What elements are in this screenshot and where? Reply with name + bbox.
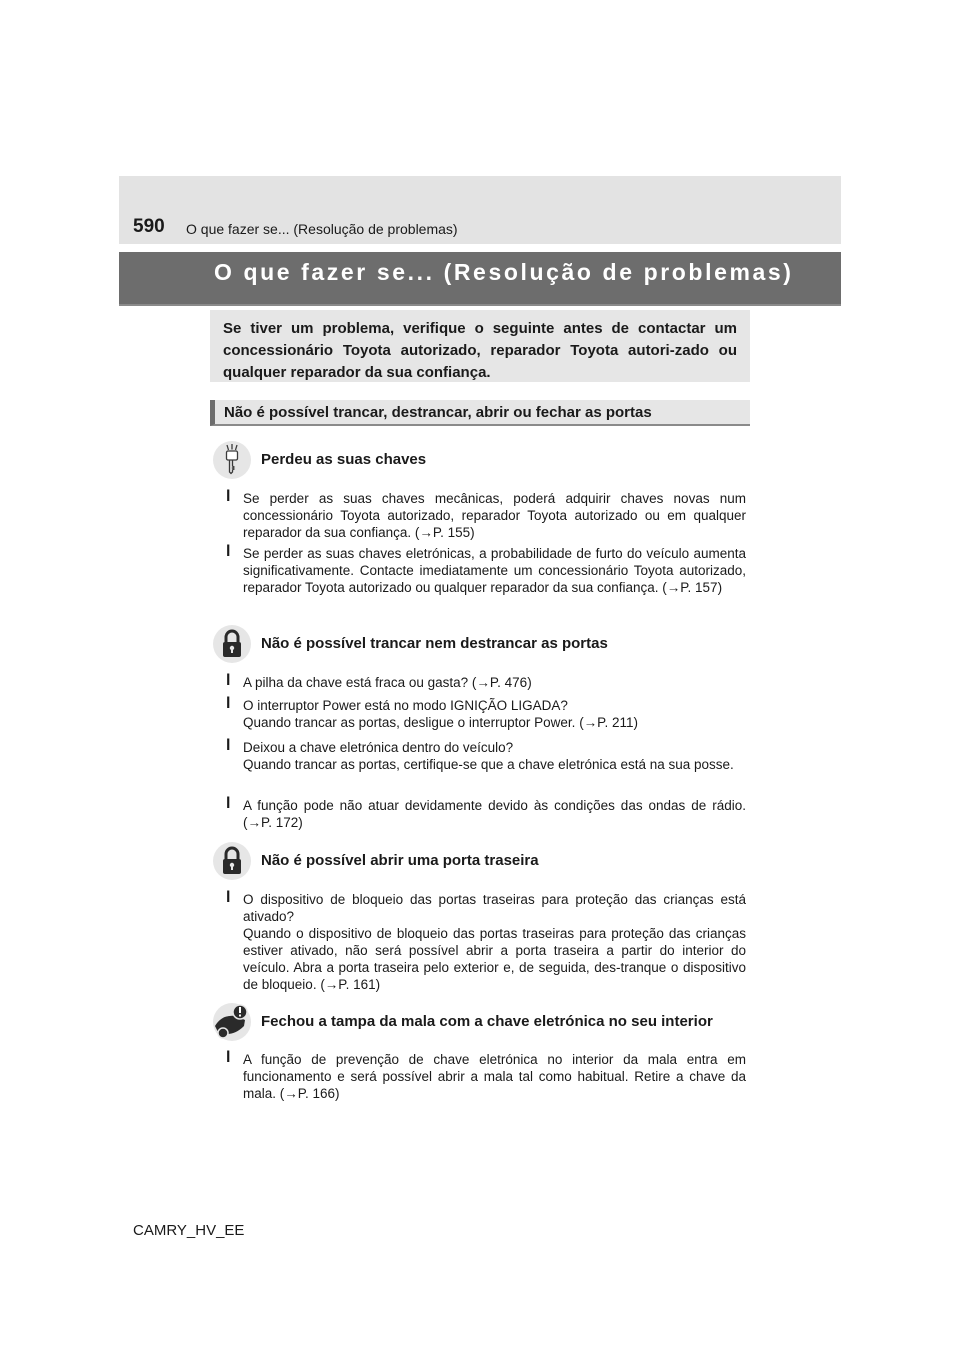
list-item: [226, 797, 746, 831]
bullet-text: Se perder as suas chaves mecânicas, poderá adquirir chaves novas num concessionário Toyota autorizado, reparador Toyota autorizado ou em qualquer reparador da sua confiança. (→P. 155): [243, 491, 746, 540]
list-item: [226, 1051, 746, 1102]
bullet-text: Deixou a chave eletrónica dentro do veículo?: [243, 740, 514, 755]
trunk-key-icon: [212, 1002, 252, 1042]
list-item: [226, 891, 746, 993]
bullet-mark: l: [226, 889, 231, 906]
bullet-mark: l: [226, 1049, 231, 1066]
key-icon: [212, 440, 252, 480]
bullet-mark: l: [226, 543, 231, 560]
bullet-text: Quando o dispositivo de bloqueio das portas traseiras para proteção das crianças estiver ativado, não será possível abrir a porta traseira a partir do interior do veículo. Abra a porta traseira pelo exterior e, de seguida, des-tranque o dispositivo de bloqueio. (→P. 161): [243, 926, 746, 992]
list-item: [226, 697, 746, 731]
list-item: [226, 545, 746, 596]
bullet-text: A função pode não atuar devidamente devido às condições das ondas de rádio. (→P. 172): [243, 798, 746, 830]
bullet-text: O dispositivo de bloqueio das portas traseiras para proteção das crianças está ativado?: [243, 892, 746, 924]
bullet-text: A pilha da chave está fraca ou gasta? (→P. 476): [243, 675, 532, 690]
running-title: O que fazer se... (Resolução de problemas): [186, 221, 458, 237]
topic-title-trunk-key: Fechou a tampa da mala com a chave eletrónica no seu interior: [261, 1013, 713, 1030]
bullet-mark: l: [226, 737, 231, 754]
list-item: [226, 739, 746, 773]
padlock-icon: [212, 841, 252, 881]
bullet-mark: l: [226, 488, 231, 505]
topic-title-cannot-lock: Não é possível trancar nem destrancar as portas: [261, 635, 608, 652]
topic-title-lost-keys: Perdeu as suas chaves: [261, 451, 427, 468]
section-heading: [210, 400, 750, 426]
list-item: [226, 490, 746, 541]
bullet-mark: l: [226, 672, 231, 689]
bullet-text: A função de prevenção de chave eletrónica no interior da mala entra em funcionamento e será possível abrir a mala tal como habitual. Retire a chave da mala. (→P. 166): [243, 1052, 746, 1101]
padlock-icon: [212, 624, 252, 664]
intro-box: [210, 310, 750, 382]
topic-title-rear-door: Não é possível abrir uma porta traseira: [261, 852, 539, 869]
section-heading-text: Não é possível trancar, destrancar, abrir ou fechar as portas: [224, 404, 652, 421]
intro-text: Se tiver um problema, verifique o seguinte antes de contactar um concessionário Toyota autorizado, reparador Toyota autori-zado ou qualquer reparador da sua confiança.: [223, 320, 737, 381]
page-title: O que fazer se... (Resolução de problemas): [214, 259, 794, 285]
list-item: [226, 674, 746, 691]
bullet-text: Quando trancar as portas, certifique-se que a chave eletrónica está na sua posse.: [243, 757, 734, 772]
bullet-text: Quando trancar as portas, desligue o interruptor Power. (→P. 211): [243, 715, 638, 730]
bullet-mark: l: [226, 795, 231, 812]
document-code: CAMRY_HV_EE: [133, 1222, 245, 1239]
bullet-mark: l: [226, 695, 231, 712]
page-number: 590: [133, 216, 165, 237]
bullet-text: O interruptor Power está no modo IGNIÇÃO LIGADA?: [243, 698, 568, 713]
bullet-text: Se perder as suas chaves eletrónicas, a probabilidade de furto do veículo aumenta significativamente. Contacte imediatamente um concessionário Toyota autorizado, reparador Toyota autorizado ou qualquer reparador da sua confiança. (→P. 157): [243, 546, 746, 595]
